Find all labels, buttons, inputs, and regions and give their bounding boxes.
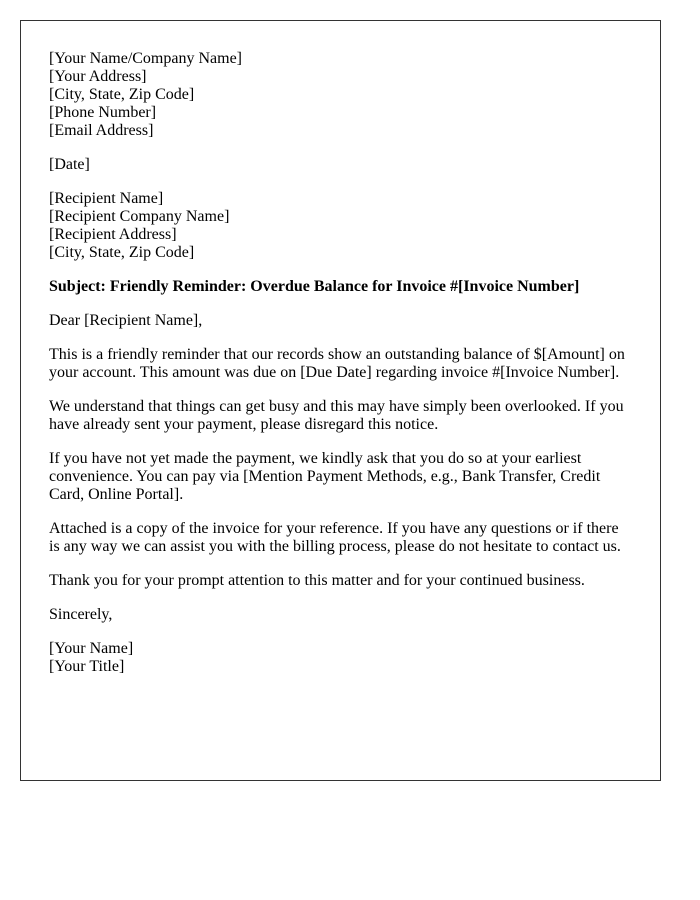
signature-block	[49, 640, 632, 676]
date: [Date]	[49, 156, 90, 173]
sender-block	[49, 50, 632, 140]
signature-title: [Your Title]	[49, 658, 125, 675]
salutation: Dear [Recipient Name],	[49, 312, 203, 329]
recipient-city: [City, State, Zip Code]	[49, 244, 195, 261]
letter-page	[20, 20, 661, 781]
closing: Sincerely,	[49, 606, 113, 623]
recipient-company: [Recipient Company Name]	[49, 208, 230, 225]
body-paragraph: Thank you for your prompt attention to this matter and for your continued business.	[49, 572, 585, 589]
recipient-block	[49, 190, 632, 262]
body-paragraph: This is a friendly reminder that our records show an outstanding balance of $[Amount] on your account. This amount was due on [Due Date] regarding invoice #[Invoice Number].	[49, 346, 625, 381]
recipient-name: [Recipient Name]	[49, 190, 164, 207]
sender-email: [Email Address]	[49, 122, 154, 139]
sender-address: [Your Address]	[49, 68, 147, 85]
body-paragraph: We understand that things can get busy and this may have simply been overlooked. If you have already sent your payment, please disregard this notice.	[49, 398, 624, 433]
body-paragraph: Attached is a copy of the invoice for your reference. If you have any questions or if there is any way we can assist you with the billing process, please do not hesitate to contact us.	[49, 520, 621, 555]
sender-city: [City, State, Zip Code]	[49, 86, 195, 103]
body-paragraph: If you have not yet made the payment, we kindly ask that you do so at your earliest convenience. You can pay via [Mention Payment Methods, e.g., Bank Transfer, Credit Card, Online Portal].	[49, 450, 601, 503]
recipient-address: [Recipient Address]	[49, 226, 177, 243]
sender-phone: [Phone Number]	[49, 104, 157, 121]
sender-name: [Your Name/Company Name]	[49, 50, 243, 67]
subject-line: Subject: Friendly Reminder: Overdue Balance for Invoice #[Invoice Number]	[49, 278, 580, 295]
signature-name: [Your Name]	[49, 640, 134, 657]
